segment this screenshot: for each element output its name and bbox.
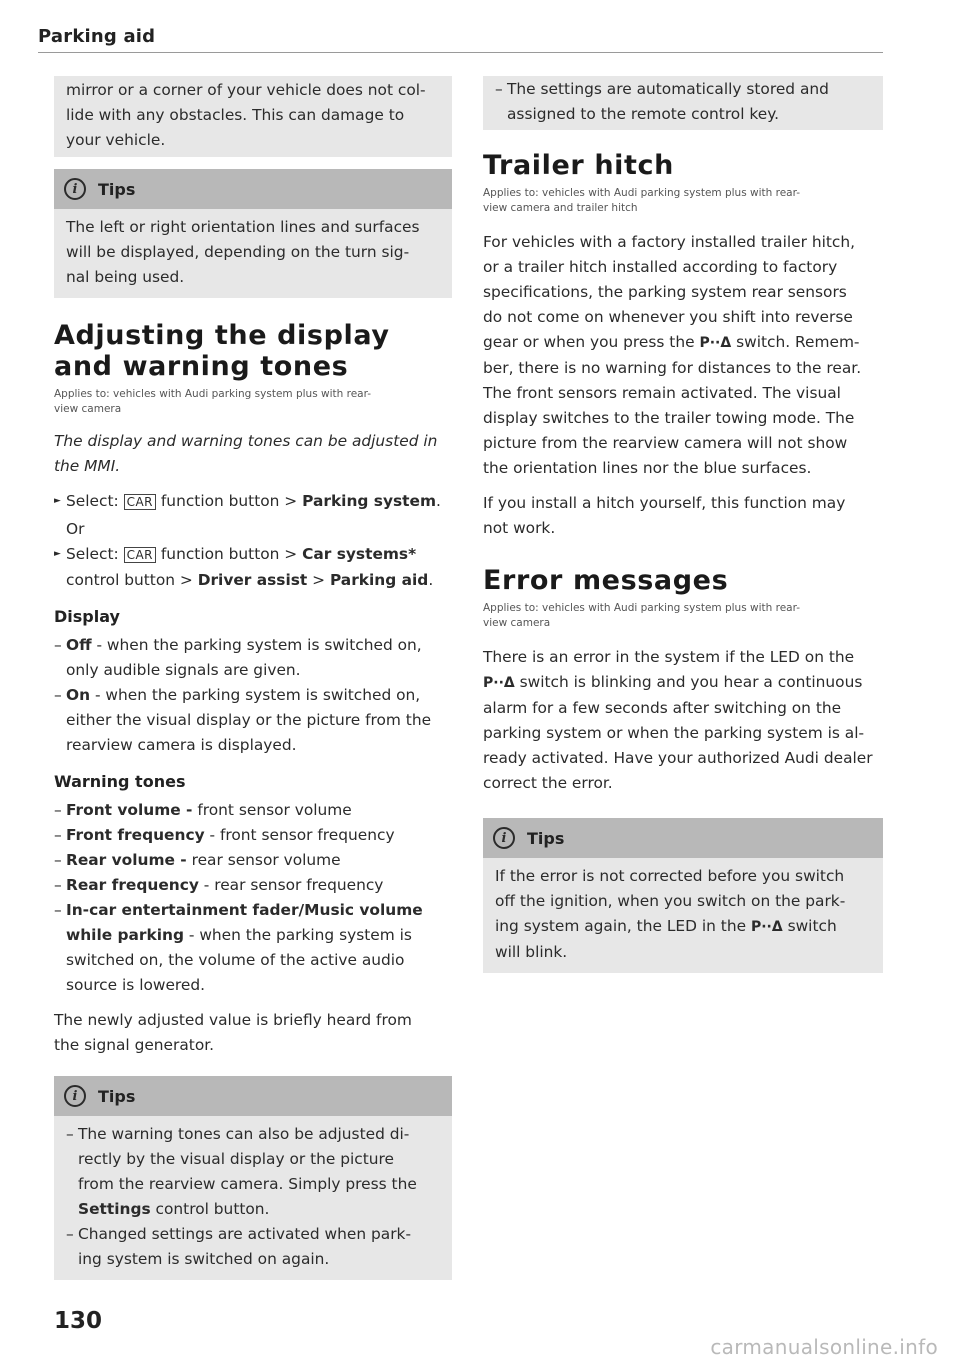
right-column [483,76,883,973]
warning-line: your vehicle. [66,131,166,149]
settings-list [495,77,871,127]
tips-line: off the ignition, when you switch on the park- [495,892,846,910]
body-line: switch is blinking and you hear a continuous [514,673,863,691]
left-column [54,76,452,1280]
display-heading: Display [54,607,120,626]
menu-path: Car systems* [302,545,417,563]
tips-header [54,169,452,209]
step-text: . [435,492,441,510]
tips-body [54,1116,452,1280]
step-text: . [428,571,434,589]
step-text: function button > [156,545,303,563]
car-key: CAR [124,547,156,563]
body-line: For vehicles with a factory installed trailer hitch, [483,233,856,251]
tips-label: Tips [98,179,136,199]
instruction-step [54,489,452,515]
applies-to-note [483,186,883,216]
warning-line: lide with any obstacles. This can damage to [66,106,405,124]
warning-line: mirror or a corner of your vehicle does not col- [66,81,426,99]
body-paragraph [483,230,883,481]
body-paragraph [54,1008,452,1058]
body-paragraph [483,645,883,796]
car-key: CAR [124,494,156,510]
body-line: alarm for a few seconds after switching on the [483,699,842,717]
applies-line: Applies to: vehicles with Audi parking system plus with rear- [54,388,372,400]
tips-item [66,1122,438,1222]
item-term: Front frequency [66,826,205,844]
tone-item [54,823,452,848]
parking-button-icon: P··Δ [483,675,515,691]
body-line: picture from the rearview camera will not show [483,434,848,452]
step-text: > [307,571,330,589]
body-line: not work. [483,519,556,537]
section-title: Error messages [483,565,729,596]
item-term: In-car entertainment fader/Music volume [66,901,423,919]
body-line: correct the error. [483,774,613,792]
item-text: switched on, the volume of the active audio [66,951,405,969]
step-text: control button > [66,571,198,589]
settings-item [495,77,871,127]
item-text: rear sensor volume [186,851,341,869]
info-icon: i [64,1085,86,1107]
item-term: while parking [66,926,184,944]
item-text: - when the parking system is [184,926,412,944]
body-line: or a trailer hitch installed according to factory [483,258,838,276]
lead-line: The display and warning tones can be adjusted in [54,432,438,450]
settings-box [483,76,883,130]
item-text: - when the parking system is switched on, [91,636,422,654]
applies-to-note [483,601,883,631]
body-line: the signal generator. [54,1036,215,1054]
tone-item [54,798,452,823]
section-title: Trailer hitch [483,150,674,181]
lead-text [54,429,452,479]
applies-line: view camera [483,617,551,629]
display-list [54,633,452,758]
body-line: If you install a hitch yourself, this function may [483,494,846,512]
section-title-line: Adjusting the display [54,320,390,351]
tone-item [54,898,452,998]
step-text: Select: [66,492,124,510]
tips-list [66,1122,438,1272]
tips-item [66,1222,438,1272]
warning-continuation-box [54,76,452,157]
tips-body [54,209,452,298]
item-term: Off [66,636,92,654]
body-line: the orientation lines nor the blue surfaces. [483,459,812,477]
item-text: - front sensor frequency [204,826,395,844]
tone-item [54,848,452,873]
tips-header [54,1076,452,1116]
instruction-list [54,542,452,593]
warning-tones-list [54,798,452,998]
instruction-step [54,542,452,593]
tips-line: The warning tones can also be adjusted di- [78,1125,410,1143]
lead-line: the MMI. [54,457,121,475]
item-text: only audible signals are given. [66,661,301,679]
item-text: - when the parking system is switched on, [90,686,421,704]
display-item [54,683,452,758]
tips-line: If the error is not corrected before you switch [495,867,845,885]
tips-box [54,169,452,298]
item-text: either the visual display or the picture from the [66,711,432,729]
info-icon: i [64,178,86,200]
body-line: display switches to the trailer towing mode. The [483,409,855,427]
instruction-list [54,489,452,515]
tone-item [54,873,452,898]
item-text: - rear sensor frequency [198,876,384,894]
step-text: Select: [66,545,124,563]
tips-text [495,864,869,965]
parking-button-icon: P··Δ [699,335,732,351]
tips-line: from the rearview camera. Simply press the [78,1175,417,1193]
menu-path: Driver assist [197,571,308,589]
tips-box [483,818,883,973]
tips-line: rectly by the visual display or the picture [78,1150,394,1168]
applies-line: view camera and trailer hitch [483,202,638,214]
display-item [54,633,452,683]
settings-line: assigned to the remote control key. [507,105,780,123]
tips-label: Tips [98,1086,136,1106]
tips-line: The left or right orientation lines and surfaces [66,218,420,236]
tips-line: Changed settings are activated when park- [78,1225,411,1243]
watermark: carmanualsonline.info [710,1335,938,1359]
body-line: gear or when you press the [483,333,700,351]
settings-line: The settings are automatically stored and [507,80,829,98]
menu-path: Parking aid [329,571,429,589]
body-line: do not come on whenever you shift into reverse [483,308,853,326]
item-text: rearview camera is displayed. [66,736,297,754]
section-title [54,320,452,382]
tips-line: will blink. [495,943,568,961]
settings-term: Settings [78,1200,151,1218]
tips-body [483,858,883,973]
or-text: Or [66,520,85,538]
body-paragraph [483,491,883,541]
tips-label: Tips [527,828,565,848]
item-term: On [66,686,91,704]
body-line: There is an error in the system if the LED on the [483,648,855,666]
tips-line: nal being used. [66,268,185,286]
tips-header [483,818,883,858]
tips-line: ing system again, the LED in the [495,917,751,935]
item-text: source is lowered. [66,976,206,994]
tips-line: switch [782,917,837,935]
item-term: Rear volume - [66,851,187,869]
item-text: front sensor volume [192,801,352,819]
tips-line: ing system is switched on again. [78,1250,330,1268]
step-text: function button > [156,492,303,510]
body-line: switch. Remem- [731,333,860,351]
tips-line: will be displayed, depending on the turn sig- [66,243,410,261]
tips-line: control button. [150,1200,270,1218]
section-title-line: and warning tones [54,351,349,382]
applies-line: Applies to: vehicles with Audi parking system plus with rear- [483,187,801,199]
item-term: Rear frequency [66,876,199,894]
body-line: ready activated. Have your authorized Audi dealer [483,749,873,767]
body-line: specifications, the parking system rear sensors [483,283,847,301]
body-line: parking system or when the parking system is al- [483,724,865,742]
applies-to-note [54,387,452,417]
applies-line: view camera [54,403,122,415]
tips-box [54,1076,452,1280]
info-icon: i [493,827,515,849]
body-line: The front sensors remain activated. The visual [483,384,841,402]
body-line: ber, there is no warning for distances to the rear. [483,359,862,377]
applies-line: Applies to: vehicles with Audi parking system plus with rear- [483,602,801,614]
parking-button-icon: P··Δ [750,919,783,935]
page-number: 130 [54,1308,103,1334]
warning-tones-heading: Warning tones [54,772,186,791]
running-head: Parking aid [38,26,156,47]
item-term: Front volume - [66,801,193,819]
body-line: The newly adjusted value is briefly heard from [54,1011,412,1029]
header-rule [38,52,883,53]
menu-path: Parking system [302,492,436,510]
